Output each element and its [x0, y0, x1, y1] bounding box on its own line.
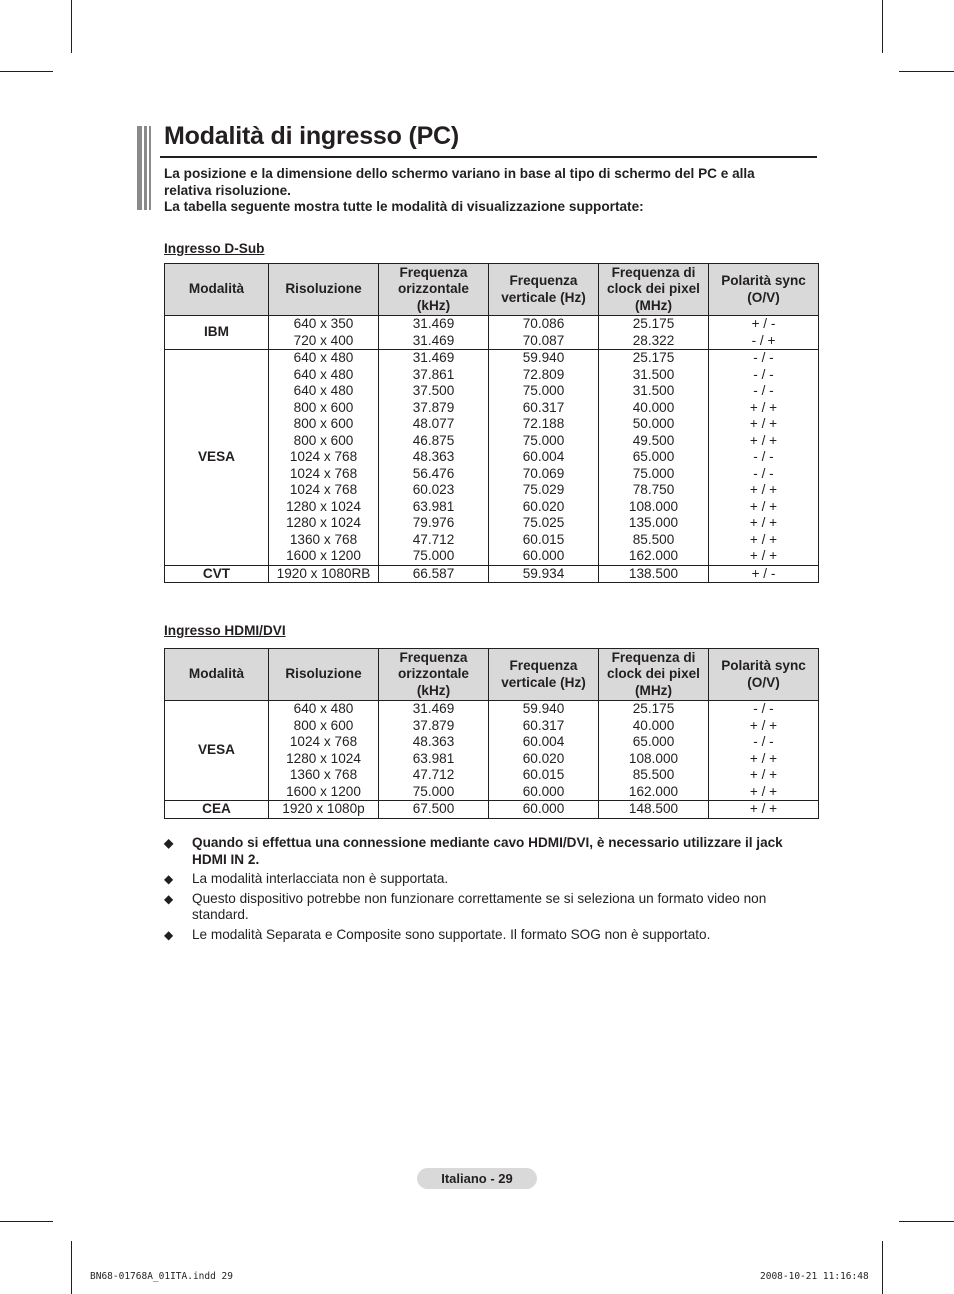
cell-value: 49.500 [632, 432, 675, 448]
hfreq-cell [379, 350, 489, 566]
diamond-bullet-icon: ◆ [164, 872, 174, 886]
intro-line: La posizione e la dimensione dello schermo variano in base al tipo di schermo del PC e alla relativa risoluzione. [164, 166, 755, 198]
cell-value: 67.500 [412, 801, 455, 816]
diamond-bullet-icon: ◆ [164, 891, 174, 906]
hfreq-cell [379, 701, 489, 801]
cell-value: 75.000 [632, 465, 675, 481]
cell-value: 85.500 [632, 767, 675, 782]
cell-value: 800 x 600 [293, 432, 354, 448]
column-header: Frequenza verticale (Hz) [489, 649, 599, 701]
column-header: Risoluzione [269, 264, 379, 316]
res-cell [269, 801, 379, 819]
cell-value: 1280 x 1024 [286, 498, 361, 514]
cell-value: 37.861 [412, 366, 455, 382]
mode-cell: CVT [165, 565, 269, 583]
hdmi-mode-table [164, 648, 819, 819]
footer-timestamp: 2008-10-21 11:16:48 [760, 1271, 869, 1282]
table-row [165, 350, 819, 566]
cell-value: 60.020 [522, 750, 565, 766]
cell-value: 40.000 [632, 399, 675, 415]
hdmi-section-label: Ingresso HDMI/DVI [164, 623, 286, 638]
cell-value: 59.940 [522, 350, 565, 365]
cell-value: - / - [753, 383, 774, 398]
table-row [165, 316, 819, 350]
cell-value: 60.015 [522, 531, 565, 547]
footer-filename: BN68-01768A_01ITA.indd 29 [90, 1271, 233, 1282]
column-header: Frequenza orizzontale (kHz) [379, 264, 489, 316]
crop-mark [882, 0, 883, 53]
dsub-table-body [165, 316, 819, 583]
cell-value: 70.069 [522, 465, 565, 481]
cell-value: 1600 x 1200 [286, 783, 361, 799]
cell-value: 59.940 [522, 701, 565, 716]
crop-mark [0, 71, 53, 72]
column-header: Risoluzione [269, 649, 379, 701]
cell-value: + / + [749, 416, 778, 431]
cell-value: 70.087 [522, 332, 565, 348]
table-row [165, 801, 819, 819]
cell-value: + / + [749, 783, 778, 799]
cell-value: 25.175 [632, 350, 675, 365]
cell-value: 37.879 [412, 399, 455, 415]
cell-value: 48.363 [412, 734, 455, 749]
note-text: Le modalità Separata e Composite sono supportate. Il formato SOG non è supportato. [192, 926, 711, 942]
cell-value: 25.175 [632, 701, 675, 716]
column-header: Modalità [165, 264, 269, 316]
cell-value: + / + [749, 531, 778, 547]
cell-value: 60.000 [522, 548, 565, 563]
cell-value: 78.750 [632, 482, 675, 497]
column-header: Polarità sync (O/V) [709, 264, 819, 316]
cell-value: 65.000 [632, 449, 675, 464]
title-decoration-bars [137, 126, 151, 210]
cell-value: 25.175 [632, 316, 675, 331]
cell-value: 31.500 [632, 366, 675, 382]
cell-value: 56.476 [412, 465, 455, 481]
cell-value: + / + [749, 432, 778, 448]
sync-cell [709, 801, 819, 819]
vfreq-cell [489, 801, 599, 819]
cell-value: 60.000 [522, 783, 565, 799]
crop-mark [899, 71, 954, 72]
cell-value: 138.500 [628, 565, 679, 581]
cell-value: 60.020 [522, 498, 565, 514]
cell-value: 1280 x 1024 [286, 515, 361, 530]
cell-value: 640 x 480 [293, 350, 354, 365]
cell-value: 72.188 [522, 416, 565, 431]
cell-value: 640 x 480 [293, 366, 354, 382]
mode-cell: VESA [165, 350, 269, 566]
cell-value: + / + [749, 482, 778, 497]
cell-value: 70.086 [522, 316, 565, 331]
cell-value: 63.981 [412, 750, 455, 766]
res-cell [269, 565, 379, 583]
note-item [164, 891, 818, 924]
page-title: Modalità di ingresso (PC) [164, 122, 460, 150]
cell-value: 31.469 [412, 316, 455, 331]
mode-cell: VESA [165, 701, 269, 801]
cell-value: 37.500 [412, 383, 455, 398]
vfreq-cell [489, 701, 599, 801]
note-item [164, 835, 818, 868]
cell-value: 79.976 [412, 515, 455, 530]
cell-value: 1024 x 768 [289, 734, 358, 749]
note-text: Quando si effettua una connessione mediante cavo HDMI/DVI, è necessario utilizzare il jack HDMI IN 2. [192, 835, 783, 867]
vfreq-cell [489, 565, 599, 583]
cell-value: + / + [749, 498, 778, 514]
mode-cell: IBM [165, 316, 269, 350]
clock-cell [599, 316, 709, 350]
vfreq-cell [489, 350, 599, 566]
cell-value: 63.981 [412, 498, 455, 514]
cell-value: 60.004 [522, 449, 565, 464]
column-header: Frequenza verticale (Hz) [489, 264, 599, 316]
cell-value: 50.000 [632, 416, 675, 431]
cell-value: - / - [753, 701, 774, 716]
note-text: La modalità interlacciata non è supportata. [192, 871, 449, 886]
cell-value: 65.000 [632, 734, 675, 749]
cell-value: 66.587 [412, 565, 455, 581]
cell-value: 31.469 [412, 350, 455, 365]
res-cell [269, 316, 379, 350]
cell-value: + / + [749, 717, 778, 733]
cell-value: 135.000 [628, 515, 679, 530]
cell-value: 108.000 [628, 498, 679, 514]
cell-value: 1360 x 768 [289, 767, 358, 782]
crop-mark [882, 1241, 883, 1294]
column-header: Frequenza orizzontale (kHz) [379, 649, 489, 701]
diamond-bullet-icon: ◆ [164, 927, 174, 942]
cell-value: 1360 x 768 [289, 531, 358, 547]
diamond-bullet-icon: ◆ [164, 836, 174, 850]
mode-cell: CEA [165, 801, 269, 819]
cell-value: + / - [751, 565, 776, 581]
cell-value: 85.500 [632, 531, 675, 547]
intro-line: La tabella seguente mostra tutte le modalità di visualizzazione supportate: [164, 199, 644, 215]
cell-value: 48.077 [412, 416, 455, 431]
cell-value: 1920 x 1080p [282, 801, 365, 816]
cell-value: 75.000 [412, 783, 455, 799]
cell-value: 1024 x 768 [289, 465, 358, 481]
cell-value: 640 x 350 [293, 316, 354, 331]
res-cell [269, 350, 379, 566]
cell-value: 75.000 [412, 548, 455, 563]
cell-value: 640 x 480 [293, 701, 354, 716]
cell-value: 60.004 [522, 734, 565, 749]
sync-cell [709, 565, 819, 583]
crop-mark [0, 1221, 53, 1222]
table-row [165, 701, 819, 801]
cell-value: 800 x 600 [293, 717, 354, 733]
cell-value: 162.000 [628, 783, 679, 799]
table-row [165, 565, 819, 583]
cell-value: - / - [753, 449, 774, 464]
cell-value: 1600 x 1200 [286, 548, 361, 563]
cell-value: 720 x 400 [293, 332, 354, 348]
cell-value: 1024 x 768 [289, 482, 358, 497]
cell-value: 37.879 [412, 717, 455, 733]
sync-cell [709, 350, 819, 566]
cell-value: 60.023 [412, 482, 455, 497]
note-item [164, 871, 818, 888]
dsub-mode-table [164, 263, 819, 583]
cell-value: 162.000 [628, 548, 679, 563]
sync-cell [709, 316, 819, 350]
crop-mark [71, 1241, 72, 1294]
cell-value: 1280 x 1024 [286, 750, 361, 766]
cell-value: + / + [749, 750, 778, 766]
cell-value: 800 x 600 [293, 416, 354, 431]
cell-value: 46.875 [412, 432, 455, 448]
hfreq-cell [379, 316, 489, 350]
cell-value: 800 x 600 [293, 399, 354, 415]
note-item [164, 927, 818, 944]
sync-cell [709, 701, 819, 801]
cell-value: - / - [753, 465, 774, 481]
title-divider [160, 156, 817, 158]
cell-value: 640 x 480 [293, 383, 354, 398]
cell-value: 60.317 [522, 717, 565, 733]
hfreq-cell [379, 565, 489, 583]
cell-value: - / - [753, 734, 774, 749]
cell-value: - / - [753, 350, 774, 365]
cell-value: 40.000 [632, 717, 675, 733]
cell-value: 108.000 [628, 750, 679, 766]
cell-value: 60.015 [522, 767, 565, 782]
cell-value: 47.712 [412, 767, 455, 782]
note-text: Questo dispositivo potrebbe non funzionare correttamente se si seleziona un formato video non standard. [192, 890, 767, 922]
cell-value: 28.322 [632, 332, 675, 348]
dsub-section-label: Ingresso D-Sub [164, 241, 265, 256]
cell-value: 1920 x 1080RB [276, 565, 371, 581]
notes-list [164, 835, 818, 946]
cell-value: 31.469 [412, 332, 455, 348]
cell-value: - / - [753, 366, 774, 382]
crop-mark [71, 0, 72, 53]
cell-value: + / - [751, 316, 776, 331]
cell-value: 48.363 [412, 449, 455, 464]
cell-value: 75.029 [522, 482, 565, 497]
cell-value: + / + [749, 801, 778, 816]
column-header: Frequenza di clock dei pixel (MHz) [599, 649, 709, 701]
vfreq-cell [489, 316, 599, 350]
cell-value: + / + [749, 548, 778, 563]
cell-value: + / + [749, 515, 778, 530]
clock-cell [599, 801, 709, 819]
cell-value: + / + [749, 399, 778, 415]
clock-cell [599, 565, 709, 583]
column-header: Polarità sync (O/V) [709, 649, 819, 701]
hdmi-table-body [165, 701, 819, 819]
column-header: Frequenza di clock dei pixel (MHz) [599, 264, 709, 316]
cell-value: - / + [751, 332, 776, 348]
column-header: Modalità [165, 649, 269, 701]
page-number-badge: Italiano - 29 [417, 1168, 537, 1189]
cell-value: 75.025 [522, 515, 565, 530]
clock-cell [599, 350, 709, 566]
cell-value: 1024 x 768 [289, 449, 358, 464]
clock-cell [599, 701, 709, 801]
cell-value: 148.500 [628, 801, 679, 816]
cell-value: 60.000 [522, 801, 565, 816]
cell-value: 31.500 [632, 383, 675, 398]
intro-text [164, 166, 804, 216]
cell-value: 59.934 [522, 565, 565, 581]
hfreq-cell [379, 801, 489, 819]
cell-value: 72.809 [522, 366, 565, 382]
cell-value: 47.712 [412, 531, 455, 547]
cell-value: 75.000 [522, 432, 565, 448]
res-cell [269, 701, 379, 801]
cell-value: 31.469 [412, 701, 455, 716]
cell-value: + / + [749, 767, 778, 782]
crop-mark [899, 1221, 954, 1222]
cell-value: 60.317 [522, 399, 565, 415]
cell-value: 75.000 [522, 383, 565, 398]
